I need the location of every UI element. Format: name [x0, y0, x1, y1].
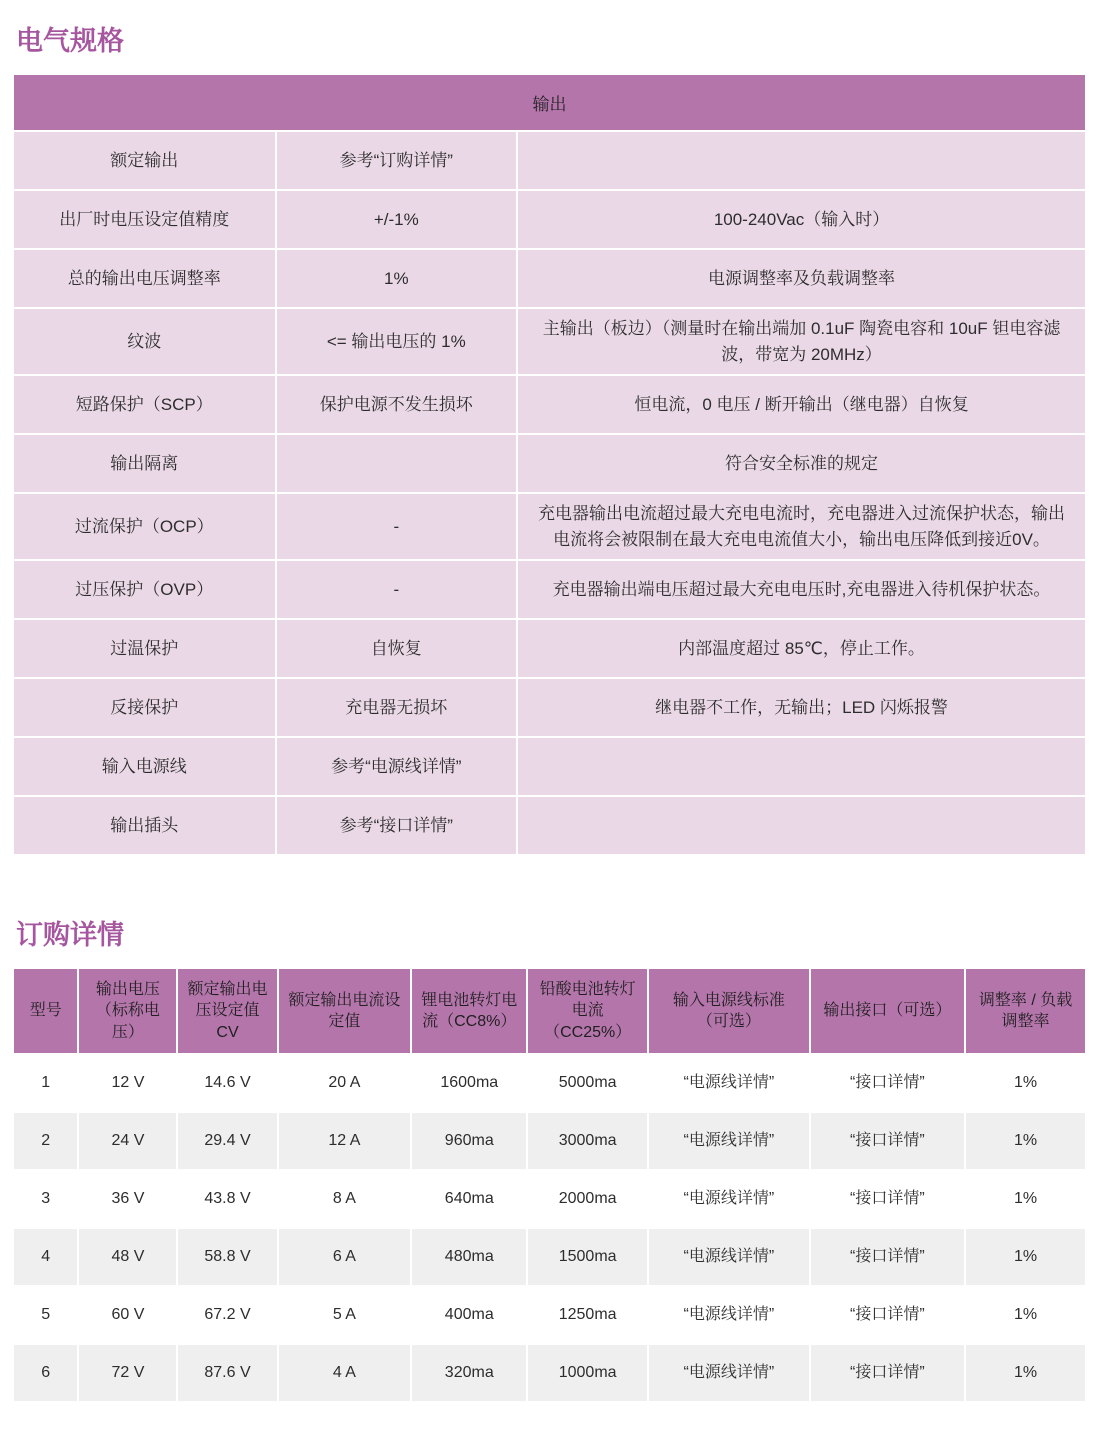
spec-row-label: 过温保护 — [14, 620, 275, 677]
spec-row-label: 额定输出 — [14, 132, 275, 189]
order-cell-li-current: 640ma — [444, 1189, 494, 1207]
order-cell-current: 20 A — [328, 1073, 361, 1091]
spec-row-label: 纹波 — [14, 309, 275, 374]
spec-row-label: 短路保护（SCP） — [14, 376, 275, 433]
order-cell-power-cord: “电源线详情” — [649, 1113, 808, 1169]
spec-row-label: 过压保护（OVP） — [14, 561, 275, 618]
spec-row-label: 总的输出电压调整率 — [14, 250, 275, 307]
order-cell-pb-current: 3000ma — [528, 1113, 647, 1169]
order-header-cell: 调整率 / 负载调整率 — [966, 969, 1085, 1053]
order-cell-current: 12 A — [279, 1113, 411, 1169]
order-header-cell: 输出接口（可选） — [811, 969, 965, 1053]
order-cell-pb-current: 1000ma — [528, 1345, 647, 1401]
order-cell-cv: 67.2 V — [204, 1305, 251, 1323]
spec-row-value: 保护电源不发生损坏 — [277, 376, 517, 433]
spec-row-detail: 充电器输出电流超过最大充电电流时，充电器进入过流保护状态，输出电流将会被限制在最大充电电流值大小，输出电压降低到接近0V。 — [518, 494, 1085, 559]
order-cell-current: 8 A — [332, 1189, 356, 1207]
spec-section-title: 电气规格 — [16, 26, 124, 56]
order-cell-power-cord: “电源线详情” — [649, 1229, 808, 1285]
spec-row-detail: 继电器不工作，无输出；LED 闪烁报警 — [518, 679, 1085, 736]
order-cell-power-cord: “电源线详情” — [683, 1305, 775, 1323]
order-cell-li-current: 400ma — [444, 1305, 494, 1323]
order-cell-regulation: 1% — [966, 1229, 1085, 1285]
order-cell-model: 3 — [41, 1189, 51, 1207]
spec-row-value: 自恢复 — [277, 620, 517, 677]
order-cell-cv: 58.8 V — [178, 1229, 276, 1285]
order-header-cell: 锂电池转灯电流（CC8%） — [412, 969, 526, 1053]
order-cell-power-cord: “电源线详情” — [683, 1189, 775, 1207]
spec-row — [14, 376, 1085, 433]
order-cell-regulation: 1% — [1013, 1189, 1038, 1207]
spec-row-value: 1% — [277, 250, 517, 307]
spec-row-detail: 符合安全标准的规定 — [518, 435, 1085, 492]
spec-row-value: - — [277, 561, 517, 618]
order-header-cell: 输入电源线标准（可选） — [649, 969, 808, 1053]
spec-row-value: 参考“接口详情” — [277, 797, 517, 854]
order-cell-regulation: 1% — [1013, 1073, 1038, 1091]
order-cell-power-cord: “电源线详情” — [683, 1073, 775, 1091]
spec-row-value: - — [277, 494, 517, 559]
spec-row-detail: 100-240Vac（输入时） — [518, 191, 1085, 248]
spec-row-detail: 电源调整率及负载调整率 — [518, 250, 1085, 307]
order-cell-voltage: 12 V — [111, 1073, 145, 1091]
order-row — [14, 1055, 1085, 1111]
order-cell-current: 4 A — [279, 1345, 411, 1401]
order-cell-model: 6 — [14, 1345, 77, 1401]
spec-row-detail: 主输出（板边）（测量时在输出端加 0.1uF 陶瓷电容和 10uF 钽电容滤波，带宽为 20MHz） — [518, 309, 1085, 374]
spec-row-value: +/-1% — [277, 191, 517, 248]
order-row — [14, 1171, 1085, 1227]
order-table — [14, 969, 1085, 1401]
spec-row — [14, 494, 1085, 559]
spec-row — [14, 561, 1085, 618]
order-cell-connector: “接口详情” — [850, 1189, 925, 1207]
spec-row-detail — [518, 738, 1085, 795]
order-cell-voltage: 48 V — [79, 1229, 176, 1285]
order-cell-connector: “接口详情” — [811, 1229, 965, 1285]
order-cell-pb-current: 1250ma — [558, 1305, 617, 1323]
spec-row — [14, 738, 1085, 795]
spec-row-label: 出厂时电压设定值精度 — [14, 191, 275, 248]
order-cell-li-current: 320ma — [412, 1345, 526, 1401]
spec-table-output-header: 输出 — [14, 75, 1085, 130]
order-cell-li-current: 960ma — [412, 1113, 526, 1169]
order-cell-voltage: 24 V — [79, 1113, 176, 1169]
spec-row — [14, 191, 1085, 248]
order-header-row — [14, 969, 1085, 1053]
order-header-cell: 额定输出电压设定值 CV — [178, 969, 276, 1053]
order-cell-model: 5 — [41, 1305, 51, 1323]
order-cell-connector: “接口详情” — [850, 1073, 925, 1091]
spec-row — [14, 250, 1085, 307]
spec-row-label: 反接保护 — [14, 679, 275, 736]
spec-row — [14, 435, 1085, 492]
order-cell-model: 1 — [41, 1073, 51, 1091]
order-row — [14, 1113, 1085, 1169]
spec-row-label: 输出插头 — [14, 797, 275, 854]
spec-row-detail — [518, 132, 1085, 189]
order-cell-power-cord: “电源线详情” — [649, 1345, 808, 1401]
spec-row-value: 参考“订购详情” — [277, 132, 517, 189]
order-cell-cv: 14.6 V — [204, 1073, 251, 1091]
order-cell-li-current: 1600ma — [440, 1073, 499, 1091]
order-cell-current: 5 A — [332, 1305, 356, 1323]
order-row — [14, 1287, 1085, 1343]
spec-row — [14, 679, 1085, 736]
spec-row-value: <= 输出电压的 1% — [277, 309, 517, 374]
order-cell-connector: “接口详情” — [811, 1113, 965, 1169]
spec-row — [14, 797, 1085, 854]
order-cell-cv: 29.4 V — [178, 1113, 276, 1169]
order-row — [14, 1345, 1085, 1401]
order-cell-regulation: 1% — [966, 1113, 1085, 1169]
spec-table — [14, 75, 1085, 854]
order-header-cell: 铅酸电池转灯电流（CC25%） — [528, 969, 647, 1053]
spec-row-detail — [518, 797, 1085, 854]
order-header-cell: 额定输出电流设定值 — [279, 969, 411, 1053]
order-header-cell: 输出电压（标称电压） — [79, 969, 176, 1053]
spec-row-detail: 内部温度超过 85℃，停止工作。 — [518, 620, 1085, 677]
order-header-cell: 型号 — [14, 969, 77, 1053]
spec-row-value: 参考“电源线详情” — [277, 738, 517, 795]
spec-row — [14, 309, 1085, 374]
spec-row-label: 过流保护（OCP） — [14, 494, 275, 559]
order-cell-cv: 87.6 V — [178, 1345, 276, 1401]
order-cell-voltage: 72 V — [79, 1345, 176, 1401]
spec-row-label: 输入电源线 — [14, 738, 275, 795]
order-cell-pb-current: 5000ma — [558, 1073, 617, 1091]
spec-row-detail: 恒电流，0 电压 / 断开输出（继电器）自恢复 — [518, 376, 1085, 433]
spec-row-label: 输出隔离 — [14, 435, 275, 492]
order-cell-cv: 43.8 V — [204, 1189, 251, 1207]
order-cell-pb-current: 2000ma — [558, 1189, 617, 1207]
order-cell-li-current: 480ma — [412, 1229, 526, 1285]
order-section-title: 订购详情 — [16, 920, 124, 951]
spec-row — [14, 132, 1085, 189]
order-cell-voltage: 36 V — [111, 1189, 145, 1207]
order-cell-current: 6 A — [279, 1229, 411, 1285]
order-cell-pb-current: 1500ma — [528, 1229, 647, 1285]
spec-row-value — [277, 435, 517, 492]
spec-row-detail: 充电器输出端电压超过最大充电电压时,充电器进入待机保护状态。 — [518, 561, 1085, 618]
order-cell-regulation: 1% — [1013, 1305, 1038, 1323]
order-cell-voltage: 60 V — [111, 1305, 145, 1323]
spec-row-value: 充电器无损坏 — [277, 679, 517, 736]
order-cell-model: 4 — [14, 1229, 77, 1285]
order-cell-connector: “接口详情” — [850, 1305, 925, 1323]
spec-row — [14, 620, 1085, 677]
order-cell-regulation: 1% — [966, 1345, 1085, 1401]
order-row — [14, 1229, 1085, 1285]
order-cell-connector: “接口详情” — [811, 1345, 965, 1401]
order-cell-model: 2 — [14, 1113, 77, 1169]
